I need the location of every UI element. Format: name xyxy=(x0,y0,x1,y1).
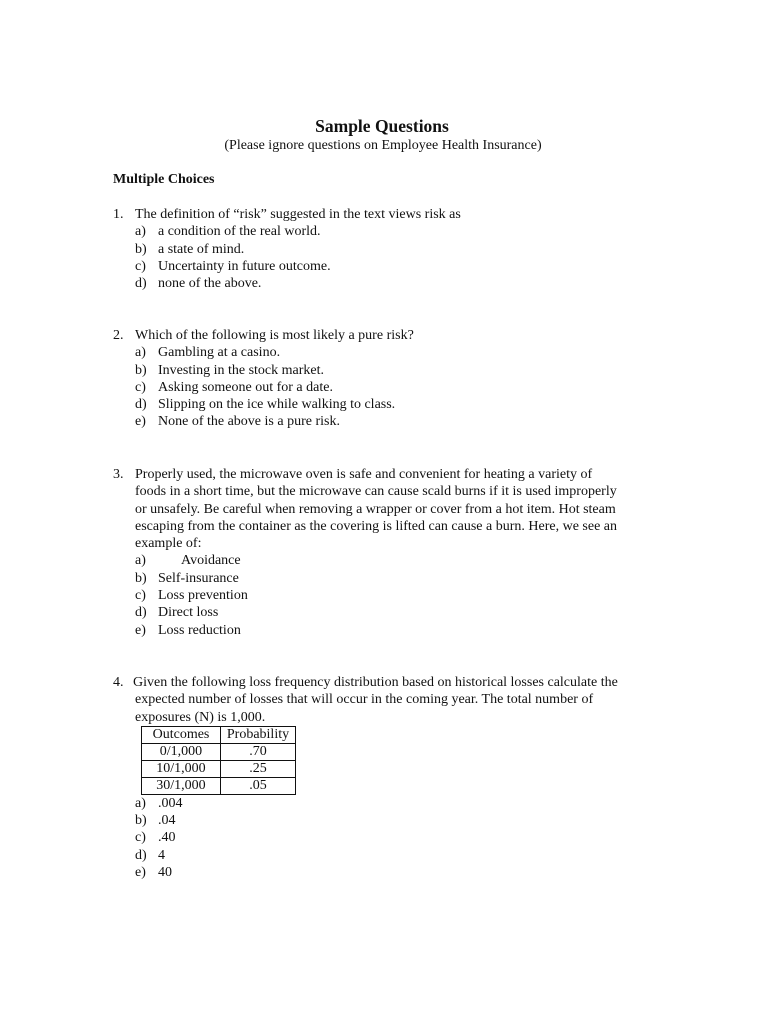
loss-frequency-table xyxy=(141,726,296,795)
question-stem-continued xyxy=(113,483,673,500)
option-letter: a) xyxy=(135,795,146,811)
question-text-line: Which of the following is most likely a pure risk? xyxy=(135,328,414,343)
question-number: 2. xyxy=(113,328,124,343)
page-subtitle: (Please ignore questions on Employee Health Insurance) xyxy=(224,138,542,153)
option-letter: e) xyxy=(135,414,146,430)
option-text: Direct loss xyxy=(158,605,219,621)
table-row xyxy=(142,760,296,777)
option-text: 4 xyxy=(158,847,165,863)
option-text: Uncertainty in future outcome. xyxy=(158,258,331,274)
answer-option xyxy=(113,362,673,379)
option-letter: e) xyxy=(135,622,146,638)
option-letter: b) xyxy=(135,241,147,257)
answer-option xyxy=(113,413,673,430)
option-text: a condition of the real world. xyxy=(158,224,321,240)
option-letter: a) xyxy=(135,224,146,240)
answer-option xyxy=(113,622,673,639)
table-header-row xyxy=(142,726,296,743)
table-cell: .05 xyxy=(221,777,296,794)
question-text-line: escaping from the container as the covering is lifted can cause a burn. Here, we see an xyxy=(135,518,618,534)
option-letter: b) xyxy=(135,362,147,378)
option-letter: a) xyxy=(135,345,146,361)
answer-option xyxy=(113,570,673,587)
option-letter: d) xyxy=(135,605,147,621)
option-letter: d) xyxy=(135,397,147,413)
question-text-line: The definition of “risk” suggested in the text views risk as xyxy=(135,207,461,222)
question-stem xyxy=(113,674,673,691)
column-header: Probability xyxy=(221,726,296,743)
page-title: Sample Questions xyxy=(315,116,449,136)
question-number: 1. xyxy=(113,207,124,222)
option-text: Loss prevention xyxy=(158,588,248,604)
option-text: .04 xyxy=(158,813,176,829)
question-stem xyxy=(113,327,673,344)
table-cell: 0/1,000 xyxy=(142,743,221,760)
option-text: Investing in the stock market. xyxy=(158,362,325,378)
answer-option xyxy=(113,223,673,240)
option-text: a state of mind. xyxy=(158,241,245,257)
question-stem xyxy=(113,466,673,483)
question-text-line: Given the following loss frequency distribution based on historical losses calculate the xyxy=(133,675,618,690)
answer-option xyxy=(113,795,673,812)
question-number: 4. xyxy=(113,675,124,690)
option-letter: b) xyxy=(135,570,147,586)
option-text: Slipping on the ice while walking to class. xyxy=(158,397,396,413)
option-letter: c) xyxy=(135,588,146,604)
answer-option xyxy=(113,344,673,361)
question-1 xyxy=(113,206,673,292)
answer-option xyxy=(113,241,673,258)
question-stem xyxy=(113,206,673,223)
table-cell: 10/1,000 xyxy=(142,760,221,777)
answer-option xyxy=(113,829,673,846)
option-text: .40 xyxy=(158,830,176,846)
question-stem-continued xyxy=(113,691,673,708)
option-letter: b) xyxy=(135,813,147,829)
question-number: 3. xyxy=(113,467,124,482)
option-text: None of the above is a pure risk. xyxy=(158,414,340,430)
option-letter: c) xyxy=(135,379,146,395)
answer-option xyxy=(113,552,673,569)
question-text-line: expected number of losses that will occur in the coming year. The total number of xyxy=(135,692,594,708)
answer-option xyxy=(113,275,673,292)
option-letter: d) xyxy=(135,276,147,292)
question-3 xyxy=(113,466,673,639)
option-text: 40 xyxy=(158,865,172,881)
column-header: Outcomes xyxy=(142,726,221,743)
table-row xyxy=(142,743,296,760)
question-stem-continued xyxy=(113,501,673,518)
option-text: Gambling at a casino. xyxy=(158,345,281,361)
table-row xyxy=(142,777,296,794)
option-text: Loss reduction xyxy=(158,622,241,638)
answer-option xyxy=(113,379,673,396)
section-heading: Multiple Choices xyxy=(113,172,215,187)
table-cell: .70 xyxy=(221,743,296,760)
answer-option xyxy=(113,604,673,621)
answer-option xyxy=(113,864,673,881)
answer-option xyxy=(113,396,673,413)
answer-option xyxy=(113,812,673,829)
option-letter: c) xyxy=(135,830,146,846)
question-text-line: foods in a short time, but the microwave can cause scald burns if it is used improperly xyxy=(135,484,617,500)
option-letter: c) xyxy=(135,258,146,274)
question-2 xyxy=(113,327,673,431)
option-text: none of the above. xyxy=(158,276,262,292)
answer-option xyxy=(113,258,673,275)
question-stem-continued xyxy=(113,709,673,726)
question-text-line: or unsafely. Be careful when removing a wrapper or cover from a hot item. Hot steam xyxy=(135,501,616,517)
option-letter: e) xyxy=(135,865,146,881)
option-text: .004 xyxy=(158,795,183,811)
question-text-line: example of: xyxy=(135,536,202,552)
question-text-line: Properly used, the microwave oven is safe and convenient for heating a variety of xyxy=(135,467,593,482)
option-text: Avoidance xyxy=(181,553,241,569)
answer-option xyxy=(113,587,673,604)
question-stem-continued xyxy=(113,518,673,535)
question-stem-continued xyxy=(113,535,673,552)
question-text-line: exposures (N) is 1,000. xyxy=(135,709,266,725)
option-text: Asking someone out for a date. xyxy=(158,379,333,395)
table-cell: 30/1,000 xyxy=(142,777,221,794)
question-4 xyxy=(113,674,673,881)
table-cell: .25 xyxy=(221,760,296,777)
answer-option xyxy=(113,847,673,864)
option-letter: a) xyxy=(135,553,146,569)
option-letter: d) xyxy=(135,847,147,863)
option-text: Self-insurance xyxy=(158,570,239,586)
